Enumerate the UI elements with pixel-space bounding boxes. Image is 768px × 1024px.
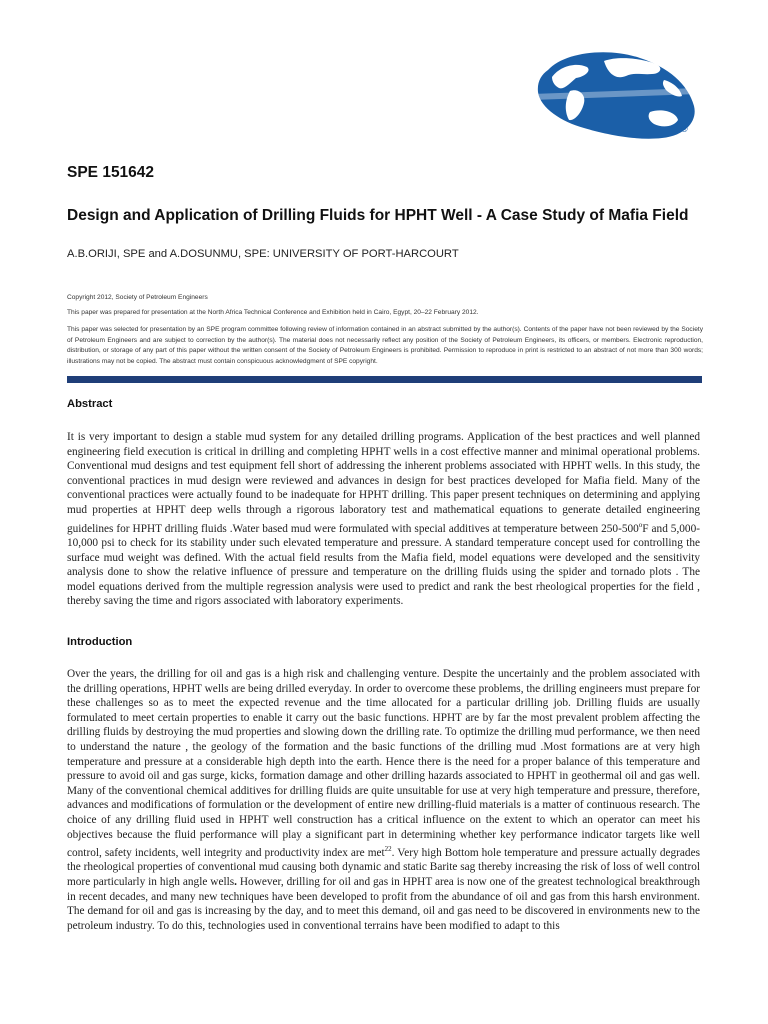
copyright-notice: Copyright 2012, Society of Petroleum Engineers [67, 294, 208, 301]
reference-superscript: 22 [384, 845, 392, 854]
authors: A.B.ORIJI, SPE and A.DOSUNMU, SPE: UNIVERSITY OF PORT-HARCOURT [67, 248, 459, 260]
abstract-heading: Abstract [67, 398, 113, 410]
paper-title: Design and Application of Drilling Fluids for HPHT Well - A Case Study of Mafia Field [67, 207, 689, 224]
abstract-body: It is very important to design a stable mud system for any detailed drilling programs. Application of the best practices and well planned engineering field execution is critical in drilling and completing HPHT wells in a cost effective manner and minimal operational problems. Conventional mud designs and test equipment fell short of addressing the inherent problems associated with HPHT wells. In this study, the conventional practices in mud design were reviewed and advances in design for best practices developed for Mafia field. Many of the conventional practices were actually found to be inadequate for HPHT drilling. This paper present techniques on determining and applying mud properties at HPHT deep wells through a rigorous laboratory test and mathematical equations to generate detailed engineering guidelines for HPHT drilling fluids .Water based mud were formulated with special additives at temperature between 250-500$^o$F and 5,000-10,000 psi to check for its stability under such elevated temperature and pressure. A standard temperature concept used for controlling the surface mud weight was defined. With the actual field results from the Mafia field, model equations were developed and the sensitivity analysis done to show the relative influence of pressure and temperature on the drilling fluids using the spider and tornado plots . The model equations derived from the multiple regression analysis were used to predict and rank the best rheological properties for the field , thereby saving the time and rigors associated with laboratory experiments. [67, 431, 700, 608]
registered-mark: ® [681, 124, 688, 134]
header-divider [67, 376, 702, 383]
introduction-heading: Introduction [67, 636, 133, 648]
spe-international-logo [512, 50, 702, 142]
degree-symbol: o [638, 520, 643, 529]
introduction-body: Over the years, the drilling for oil and gas is a high risk and challenging venture. Despite the uncertainly and the problem associated with the drilling operations, HPHT wells are being drilled everyday. In order to overcome these problems, the drilling engineers must prepare for these challenges so as to meet the expected revenue and the time allocated for a particular drilling job. Drilling fluids are usually formulated to meet certain properties to enable it carry out the basic functions. HPHT are by far the most prevalent problem affecting the drilling fluids by destroying the mud properties and slowing down the drilling rate. To optimize the drilling mud performance, we then need to understand the nature , the geology of the formation and the basic functions of the drilling mud .Most formations are at very high temperature and pressure at a considerable high depth into the earth. Hence there is the need for a proper balance of this temperature and pressure to avoid oil and gas surge, kicks, formation damage and other drilling hazards associated to HPHT in geothermal oil and gas well. Many of the conventional chemical additives for drilling fluids are quite unsuitable for use at very high temperature and pressure, therefore, advances and modifications of formulation or the development of entire new drilling-fluid materials is a matter of continuous research. The choice of any drilling fluid used in HPHT well construction has a critical influence on the extent to which an operator can meet his objectives because the fluid performance will play a significant part in determining whether key performance indicator targets like well control, safety incidents, well integrity and productivity index are met$^{22}$. Very high Bottom hole temperature and pressure actually degrades the rheological properties of conventional mud causing both dynamic and static Barite sag thereby increasing the risk of loss of well control more particularly in high angle wells. However, drilling for oil and gas in HPHT area is now one of the greatest technological breakthrough in recent decades, and many new techniques have been developed to profit from the abundance of oil and gas from this harsh environment. The demand for oil and gas is increasing by the day, and to meet this demand, oil and gas need to be discovered in environments new to the petroleum industry. To do this, technologies used in conventional terrains have been modified to adapt to this [67, 668, 700, 932]
paper-number: SPE 151642 [67, 164, 155, 181]
review-disclaimer: This paper was selected for presentation by an SPE program committee following review of information contained in an abstract submitted by the author(s). Contents of the paper have not been reviewed by the Society of Petroleum Engineers and are subject to correction by the author(s). The material does not necessarily reflect any position of the Society of Petroleum Engineers, its officers, or members. Electronic reproduction, distribution, or storage of any part of this paper without the written consent of the Society of Petroleum Engineers is prohibited. Permission to reproduce in print is restricted to an abstract of not more than 300 words; illustrations may not be copied. The abstract must contain conspicuous acknowledgment of SPE copyright. [67, 326, 703, 365]
conference-note: This paper was prepared for presentation at the North Africa Technical Conference and Exhibition held in Cairo, Egypt, 20–22 February 2012. [67, 309, 479, 316]
